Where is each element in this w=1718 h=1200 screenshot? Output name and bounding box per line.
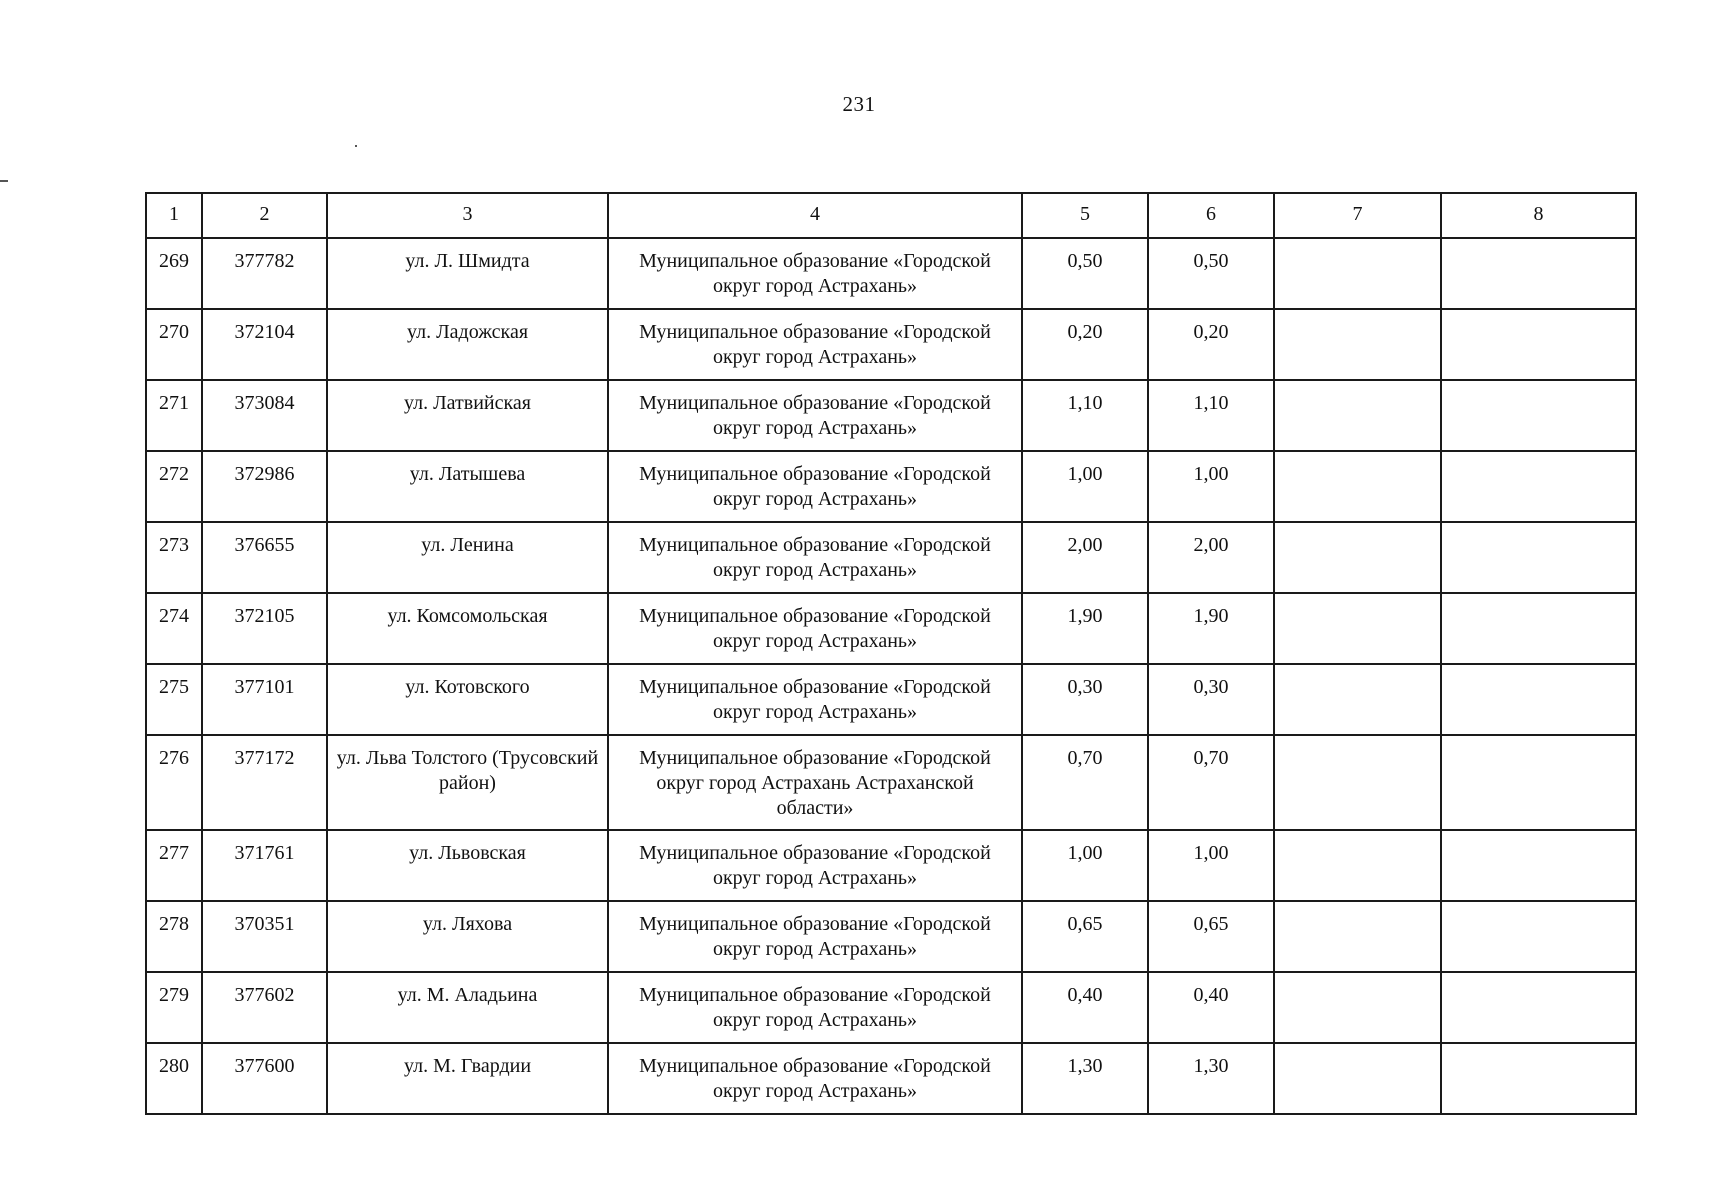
column-header: 5 (1022, 193, 1148, 238)
value-col-6: 0,65 (1148, 901, 1274, 972)
street-name: ул. Ляхова (327, 901, 608, 972)
street-name: ул. М. Аладьина (327, 972, 608, 1043)
scan-mark (0, 180, 8, 182)
owner-description: Муниципальное образование «Городской округ город Астрахань Астраханской области» (608, 735, 1022, 830)
value-col-7 (1274, 735, 1441, 830)
object-code: 377600 (202, 1043, 327, 1114)
street-name: ул. М. Гвардии (327, 1043, 608, 1114)
owner-description: Муниципальное образование «Городской округ город Астрахань» (608, 1043, 1022, 1114)
value-col-6: 0,50 (1148, 238, 1274, 309)
value-col-6: 1,00 (1148, 451, 1274, 522)
value-col-5: 0,40 (1022, 972, 1148, 1043)
value-col-6: 1,10 (1148, 380, 1274, 451)
owner-description: Муниципальное образование «Городской округ город Астрахань» (608, 380, 1022, 451)
value-col-7 (1274, 972, 1441, 1043)
value-col-8 (1441, 1043, 1636, 1114)
table-row (146, 972, 1636, 1043)
row-number: 276 (146, 735, 202, 830)
owner-description: Муниципальное образование «Городской округ город Астрахань» (608, 664, 1022, 735)
object-code: 376655 (202, 522, 327, 593)
value-col-5: 0,65 (1022, 901, 1148, 972)
owner-description: Муниципальное образование «Городской округ город Астрахань» (608, 972, 1022, 1043)
value-col-6: 1,00 (1148, 830, 1274, 901)
value-col-6: 2,00 (1148, 522, 1274, 593)
value-col-5: 0,70 (1022, 735, 1148, 830)
value-col-8 (1441, 735, 1636, 830)
value-col-8 (1441, 901, 1636, 972)
street-name: ул. Латвийская (327, 380, 608, 451)
owner-description: Муниципальное образование «Городской округ город Астрахань» (608, 238, 1022, 309)
street-name: ул. Котовского (327, 664, 608, 735)
row-number: 269 (146, 238, 202, 309)
street-name: ул. Л. Шмидта (327, 238, 608, 309)
row-number: 270 (146, 309, 202, 380)
column-header: 7 (1274, 193, 1441, 238)
object-code: 377782 (202, 238, 327, 309)
value-col-8 (1441, 830, 1636, 901)
value-col-7 (1274, 1043, 1441, 1114)
value-col-7 (1274, 901, 1441, 972)
owner-description: Муниципальное образование «Городской округ город Астрахань» (608, 451, 1022, 522)
value-col-7 (1274, 309, 1441, 380)
table-row (146, 1043, 1636, 1114)
value-col-6: 0,40 (1148, 972, 1274, 1043)
value-col-5: 0,50 (1022, 238, 1148, 309)
table-row (146, 901, 1636, 972)
table-row (146, 238, 1636, 309)
value-col-5: 1,90 (1022, 593, 1148, 664)
object-code: 377602 (202, 972, 327, 1043)
object-code: 377101 (202, 664, 327, 735)
value-col-8 (1441, 309, 1636, 380)
table-row (146, 735, 1636, 830)
table-row (146, 380, 1636, 451)
value-col-8 (1441, 972, 1636, 1043)
object-code: 377172 (202, 735, 327, 830)
row-number: 272 (146, 451, 202, 522)
object-code: 372104 (202, 309, 327, 380)
row-number: 271 (146, 380, 202, 451)
value-col-6: 1,30 (1148, 1043, 1274, 1114)
table-row (146, 593, 1636, 664)
street-name: ул. Льва Толстого (Трусовский район) (327, 735, 608, 830)
row-number: 278 (146, 901, 202, 972)
row-number: 280 (146, 1043, 202, 1114)
value-col-7 (1274, 238, 1441, 309)
owner-description: Муниципальное образование «Городской округ город Астрахань» (608, 901, 1022, 972)
street-name: ул. Ладожская (327, 309, 608, 380)
value-col-5: 1,00 (1022, 830, 1148, 901)
owner-description: Муниципальное образование «Городской округ город Астрахань» (608, 522, 1022, 593)
value-col-5: 1,30 (1022, 1043, 1148, 1114)
value-col-7 (1274, 830, 1441, 901)
value-col-8 (1441, 238, 1636, 309)
scan-mark (355, 145, 357, 147)
table-row (146, 522, 1636, 593)
header-row (146, 193, 1636, 238)
value-col-6: 0,20 (1148, 309, 1274, 380)
column-header: 1 (146, 193, 202, 238)
row-number: 274 (146, 593, 202, 664)
column-header: 8 (1441, 193, 1636, 238)
street-name: ул. Латышева (327, 451, 608, 522)
value-col-5: 0,30 (1022, 664, 1148, 735)
value-col-7 (1274, 451, 1441, 522)
value-col-6: 1,90 (1148, 593, 1274, 664)
table-row (146, 664, 1636, 735)
owner-description: Муниципальное образование «Городской округ город Астрахань» (608, 309, 1022, 380)
value-col-5: 1,10 (1022, 380, 1148, 451)
value-col-6: 0,70 (1148, 735, 1274, 830)
value-col-8 (1441, 522, 1636, 593)
value-col-5: 0,20 (1022, 309, 1148, 380)
value-col-5: 2,00 (1022, 522, 1148, 593)
registry-table (145, 192, 1637, 1115)
value-col-7 (1274, 380, 1441, 451)
object-code: 373084 (202, 380, 327, 451)
row-number: 273 (146, 522, 202, 593)
table-row (146, 830, 1636, 901)
value-col-5: 1,00 (1022, 451, 1148, 522)
value-col-7 (1274, 593, 1441, 664)
table-row (146, 309, 1636, 380)
value-col-8 (1441, 593, 1636, 664)
owner-description: Муниципальное образование «Городской округ город Астрахань» (608, 830, 1022, 901)
owner-description: Муниципальное образование «Городской округ город Астрахань» (608, 593, 1022, 664)
value-col-8 (1441, 664, 1636, 735)
page-number: 231 (842, 92, 876, 116)
object-code: 371761 (202, 830, 327, 901)
street-name: ул. Львовская (327, 830, 608, 901)
street-name: ул. Комсомольская (327, 593, 608, 664)
object-code: 372105 (202, 593, 327, 664)
column-header: 4 (608, 193, 1022, 238)
column-header: 2 (202, 193, 327, 238)
street-name: ул. Ленина (327, 522, 608, 593)
value-col-6: 0,30 (1148, 664, 1274, 735)
value-col-7 (1274, 664, 1441, 735)
row-number: 275 (146, 664, 202, 735)
value-col-7 (1274, 522, 1441, 593)
row-number: 279 (146, 972, 202, 1043)
column-header: 6 (1148, 193, 1274, 238)
object-code: 372986 (202, 451, 327, 522)
object-code: 370351 (202, 901, 327, 972)
value-col-8 (1441, 380, 1636, 451)
row-number: 277 (146, 830, 202, 901)
column-header: 3 (327, 193, 608, 238)
table-row (146, 451, 1636, 522)
value-col-8 (1441, 451, 1636, 522)
